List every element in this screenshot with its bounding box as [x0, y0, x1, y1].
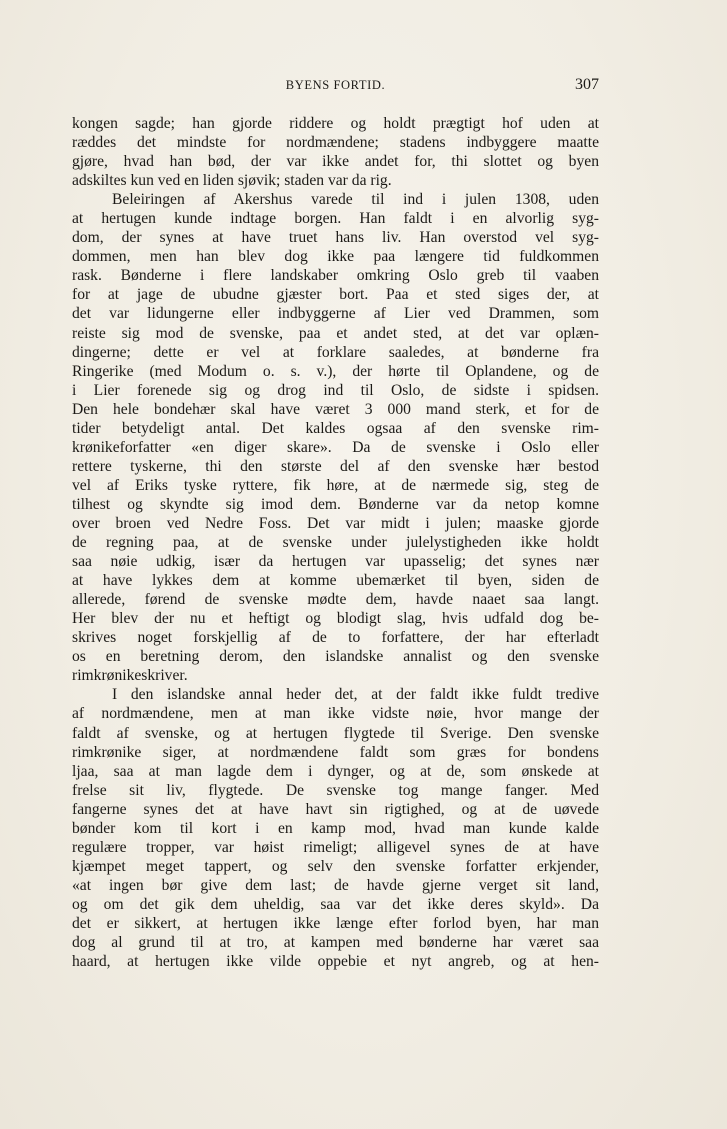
text-line: rask. Bønderne i flere landskaber omkring Oslo greb til vaaben	[72, 267, 599, 285]
text-line: gjøre, hvad han bød, der var ikke andet for, thi slottet og byen	[72, 153, 599, 171]
text-line: Den hele bondehær skal have været 3 000 mand sterk, et for de	[72, 400, 599, 418]
text-line: skrives noget forskjellig af de to forfattere, der har efterladt	[72, 629, 599, 647]
text-line: af nordmændene, men at man ikke vidste nøie, hvor mange der	[72, 705, 599, 723]
text-line: dom, der synes at have truet hans liv. Han overstod vel syg-	[72, 229, 599, 247]
text-line: saa nøie udkig, især da hertugen var upasselig; det synes nær	[72, 553, 599, 571]
text-line: Her blev der nu et heftigt og blodigt slag, hvis udfald dog be-	[72, 610, 599, 628]
text-line: Ringerike (med Modum o. s. v.), der hørte til Oplandene, og de	[72, 362, 599, 380]
text-line: frelse sit liv, flygtede. De svenske tog mange fanger. Med	[72, 781, 599, 799]
text-line: dingerne; dette er vel at forklare saaledes, at bønderne fra	[72, 343, 599, 361]
text-line: reiste sig mod de svenske, paa et andet sted, at det var oplæn-	[72, 324, 599, 342]
text-line: vel af Eriks tyske ryttere, fik høre, at de nærmede sig, steg de	[72, 476, 599, 494]
text-line: dog al grund til at tro, at kampen med bønderne har været saa	[72, 934, 599, 952]
text-line: at hertugen kunde indtage borgen. Han faldt i en alvorlig syg-	[72, 210, 599, 228]
text-line: krønikeforfatter «en diger skare». Da de svenske i Oslo eller	[72, 438, 599, 456]
text-line: bønder kom til kort i en kamp mod, hvad man kunde kalde	[72, 819, 599, 837]
text-line: dommen, men han blev dog ikke paa længere tid fuldkommen	[72, 248, 599, 266]
text-line: faldt af svenske, og at hertugen flygtede til Sverige. Den svenske	[72, 724, 599, 742]
running-head	[72, 76, 599, 96]
text-line: fangerne synes det at have havt sin rigtighed, og at de uøvede	[72, 800, 599, 818]
text-line: de regning paa, at de svenske under julelystigheden ikke holdt	[72, 534, 599, 552]
text-line: det er sikkert, at hertugen ikke længe efter forlod byen, har man	[72, 914, 599, 932]
text-line: ljaa, saa at man lagde dem i dynger, og at de, som ønskede at	[72, 762, 599, 780]
text-line: allerede, førend de svenske mødte dem, havde naaet saa langt.	[72, 591, 599, 609]
text-line: rettere tyskerne, thi den største del af den svenske hær bestod	[72, 457, 599, 475]
text-line: rimkrønike siger, at nordmændene faldt som græs for bondens	[72, 743, 599, 761]
text-line: i Lier forenede sig og drog ind til Oslo, de sidste i spidsen.	[72, 381, 599, 399]
text-line: tilhest og skyndte sig imod dem. Bønderne var da netop komne	[72, 495, 599, 513]
text-line: «at ingen bør give dem last; de havde gjerne verget sit land,	[72, 876, 599, 894]
text-line: rimkrønikeskriver.	[72, 667, 188, 685]
text-line: regulære tropper, var høist rimeligt; alligevel synes de at have	[72, 838, 599, 856]
text-line: kongen sagde; han gjorde riddere og holdt prægtigt hof uden at	[72, 115, 599, 132]
text-line: at have lykkes dem at komme ubemærket til byen, siden de	[72, 572, 599, 590]
text-line: tider betydeligt antal. Det kaldes ogsaa af den svenske rim-	[72, 419, 599, 437]
running-head-title: BYENS FORTID.	[285, 78, 386, 92]
text-line: Beleiringen af Akershus varede til ind i julen 1308, uden	[112, 191, 599, 209]
text-line: det var lidungerne eller indbyggerne af Lier ved Drammen, som	[72, 305, 599, 323]
text-line: for at jage de ubudne gjæster bort. Paa et sted siges der, at	[72, 286, 599, 304]
text-line: kjæmpet meget tappert, og selv den svenske forfatter erkjender,	[72, 857, 599, 875]
page-number: 307	[575, 76, 599, 93]
text-line: I den islandske annal heder det, at der faldt ikke fuldt tredive	[112, 686, 599, 704]
text-line: ræddes det mindste for nordmændene; stadens indbyggere maatte	[72, 134, 599, 152]
text-line: os en beretning derom, den islandske annalist og den svenske	[72, 648, 599, 666]
text-line: haard, at hertugen ikke vilde oppebie et nyt angreb, og at hen-	[72, 953, 599, 971]
text-line: adskiltes kun ved en liden sjøvik; staden var da rig.	[72, 172, 392, 190]
body-text	[72, 114, 599, 971]
text-line: og om det gik dem uheldig, saa var det ikke deres skyld». Da	[72, 895, 599, 913]
text-line: over broen ved Nedre Foss. Det var midt i julen; maaske gjorde	[72, 514, 599, 532]
